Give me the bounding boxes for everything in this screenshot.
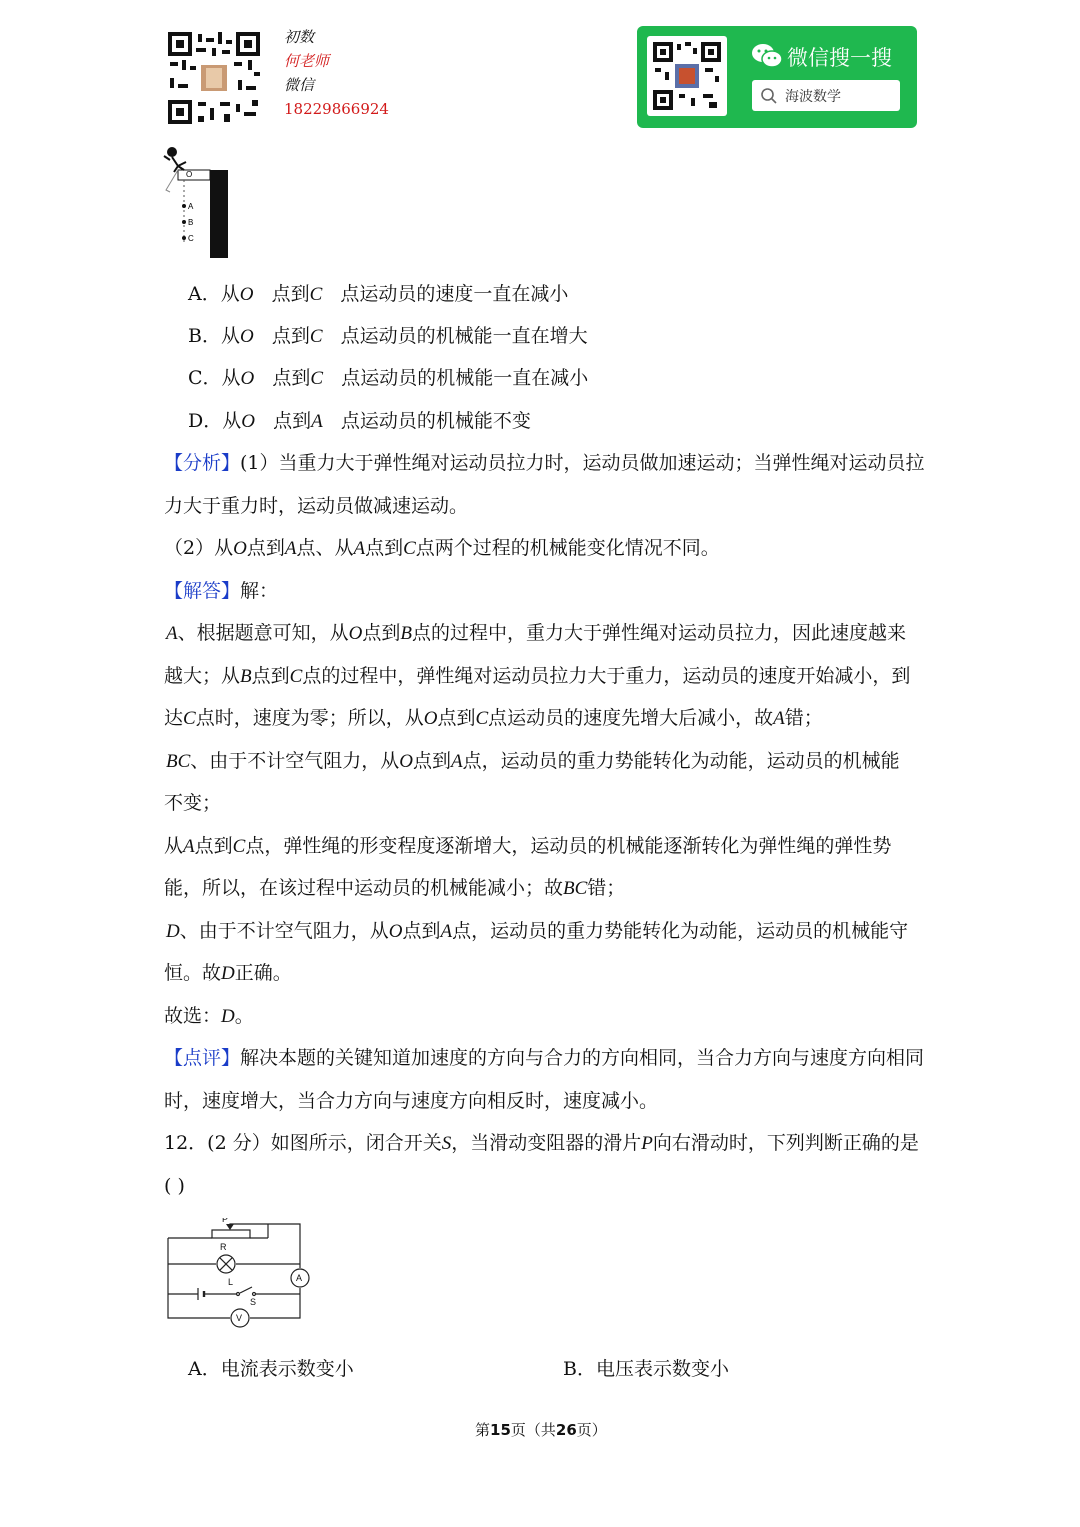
wechat-search-term: 海波数学: [785, 89, 841, 105]
figure-label-b: B: [188, 218, 194, 227]
circuit-label-p: P: [222, 1218, 229, 1224]
circuit-label-s: S: [250, 1297, 257, 1307]
figure-label-c: C: [188, 234, 194, 243]
voltmeter-label: V: [236, 1313, 243, 1323]
figure-label-o: O: [186, 170, 193, 179]
wechat-search-title: 微信搜一搜: [787, 46, 892, 70]
header-tag-1: 初数: [284, 28, 315, 46]
wechat-logo-icon: [751, 42, 783, 74]
analysis-line-3: （2）从O点到A点、从A点到C点两个过程的机械能变化情况不同。: [164, 537, 720, 559]
q12-option-a: A．电流表示数变小: [188, 1358, 354, 1380]
analysis-tag: 【分析】: [164, 452, 241, 474]
wechat-search-box[interactable]: [752, 80, 900, 111]
page-footer: 第15页（共26页）: [475, 1421, 607, 1439]
solution-line-9: 恒。故D正确。: [164, 962, 292, 984]
review-tag: 【点评】: [164, 1047, 241, 1069]
page-number: 15: [490, 1421, 511, 1439]
option-b: B．从O 点到C 点运动员的机械能一直在增大: [188, 325, 588, 347]
solution-line-6: 从A点到C点，弹性绳的形变程度逐渐增大，运动员的机械能逐渐转化为弹性绳的弹性势: [164, 835, 892, 857]
teacher-phone: 18229866924: [284, 100, 389, 118]
bungee-figure: [160, 142, 232, 260]
analysis-line-1: 【分析】(1）当重力大于弹性绳对运动员拉力时，运动员做加速运动；当弹性绳对运动员拉: [164, 452, 925, 474]
solution-heading: 【解答】解：: [164, 580, 279, 602]
option-c: C．从O 点到C 点运动员的机械能一直在减小: [188, 367, 589, 389]
q12-option-b: B．电压表示数变小: [563, 1358, 729, 1380]
teacher-qr-code: [168, 32, 260, 124]
search-icon: [760, 87, 778, 109]
option-d: D．从O 点到A 点运动员的机械能不变: [188, 410, 531, 432]
solution-line-4: BC、由于不计空气阻力，从O点到A点，运动员的重力势能转化为动能，运动员的机械能: [166, 750, 900, 772]
page-total: 26: [555, 1421, 577, 1439]
review-line-2: 时，速度增大，当合力方向与速度方向相反时，速度减小。: [164, 1090, 659, 1112]
header-tag-2: 微信: [284, 76, 315, 94]
teacher-name: 何老师: [284, 52, 330, 70]
wechat-search-banner: [637, 26, 917, 128]
circuit-label-r: R: [220, 1242, 227, 1252]
circuit-label-l: L: [228, 1277, 234, 1287]
solution-tag: 【解答】: [164, 580, 241, 602]
solution-line-8: D、由于不计空气阻力，从O点到A点，运动员的重力势能转化为动能，运动员的机械能守: [166, 920, 909, 942]
solution-line-2: 越大；从B点到C点的过程中，弹性绳对运动员拉力大于重力，运动员的速度开始减小，到: [164, 665, 911, 687]
circuit-diagram: [160, 1218, 320, 1334]
ammeter-label: A: [296, 1273, 303, 1283]
solution-line-1: A、根据题意可知，从O点到B点的过程中，重力大于弹性绳对运动员拉力，因此速度越来: [166, 622, 906, 644]
solution-line-3: 达C点时，速度为零；所以，从O点到C点运动员的速度先增大后减小，故A错；: [164, 707, 823, 729]
solution-answer: 故选：D。: [164, 1005, 254, 1027]
review-line-1: 【点评】解决本题的关键知道加速度的方向与合力的方向相同，当合力方向与速度方向相同: [164, 1047, 925, 1069]
solution-line-7: 能，所以，在该过程中运动员的机械能减小；故BC错；: [164, 877, 626, 899]
figure-label-a: A: [188, 202, 194, 211]
solution-line-5: 不变；: [164, 792, 222, 814]
analysis-line-2: 力大于重力时，运动员做减速运动。: [164, 495, 469, 517]
wechat-qr-code: [647, 36, 727, 116]
option-a: A．从O 点到C 点运动员的速度一直在减小: [188, 283, 569, 305]
question-12-blank: ( ): [164, 1175, 185, 1197]
question-12-stem: 12．(2 分）如图所示，闭合开关S，当滑动变阻器的滑片P向右滑动时，下列判断正确的是: [164, 1132, 919, 1154]
